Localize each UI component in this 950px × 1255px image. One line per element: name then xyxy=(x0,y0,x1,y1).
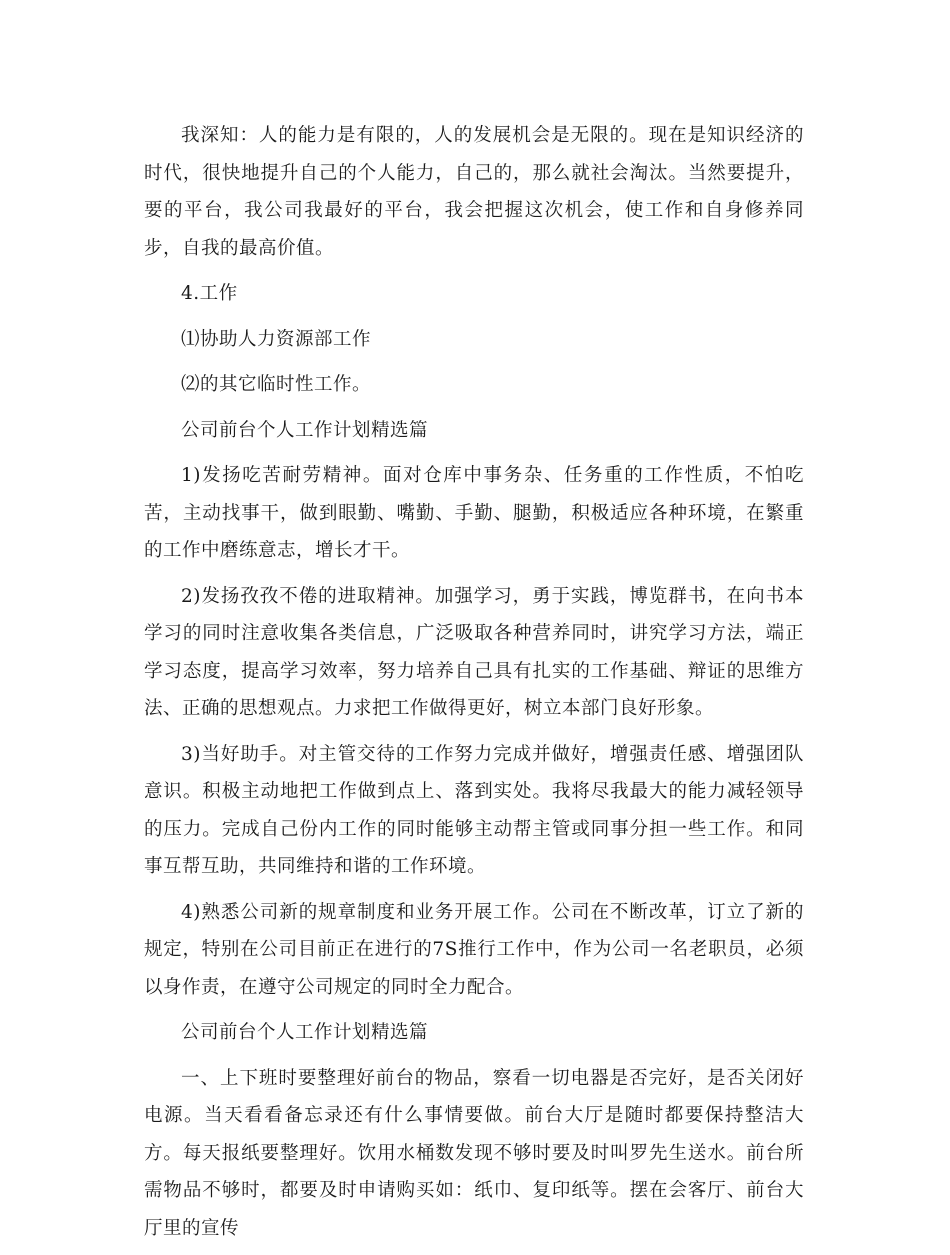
paragraph-regulations: 4)熟悉公司新的规章制度和业务开展工作。公司在不断改革，订立了新的规定，特别在公司目前正在进行的7S推行工作中，作为公司一名老职员，必须以身作责，在遵守公司规定的同时全力配合。 xyxy=(144,901,804,998)
paragraph-self-improvement: 我深知：人的能力是有限的，人的发展机会是无限的。现在是知识经济的时代，很快地提升自己的个人能力，自己的，那么就社会淘汰。当然要提升，要的平台，我公司我最好的平台，我会把握这次机会，使工作和自身修养同步，自我的最高价值。 xyxy=(144,125,804,259)
paragraph-learning: 2)发扬孜孜不倦的进取精神。加强学习，勇于实践，博览群书，在向书本学习的同时注意收集各类信息，广泛吸取各种营养同时，讲究学习方法，端正学习态度，提高学习效率，努力培养自己具有扎实的工作基础、辩证的思维方法、正确的思想观点。力求把工作做得更好，树立本部门良好形象。 xyxy=(144,585,804,719)
paragraph-assistant: 3)当好助手。对主管交待的工作努力完成并做好，增强责任感、增强团队意识。积极主动地把工作做到点上、落到实处。我将尽我最大的能力减轻领导的压力。完成自己份内工作的同时能够主动帮主管或同事分担一些工作。和同事互帮互助，共同维持和谐的工作环境。 xyxy=(144,743,804,877)
list-item-hr-assist: ⑴协助人力资源部工作 xyxy=(181,328,372,350)
section-heading-work: 4.工作 xyxy=(181,283,238,304)
list-item-temporary-work: ⑵的其它临时性工作。 xyxy=(181,374,372,395)
paragraph-front-desk-duties: 一、上下班时要整理好前台的物品，察看一切电器是否完好，是否关闭好电源。当天看看备忘录还有什么事情要做。前台大厅是随时都要保持整洁大方。每天报纸要整理好。饮用水桶数发现不够时要及时叫罗先生送水。前台所需物品不够时，都要及时申请购买如：纸巾、复印纸等。摆在会客厅、前台大厅里的宣传 xyxy=(144,1067,804,1239)
section-title-plan-1: 公司前台个人工作计划精选篇 xyxy=(181,419,429,441)
section-title-plan-2: 公司前台个人工作计划精选篇 xyxy=(181,1022,429,1043)
document-body xyxy=(144,117,804,1255)
paragraph-hardworking: 1)发扬吃苦耐劳精神。面对仓库中事务杂、任务重的工作性质，不怕吃苦，主动找事干，做到眼勤、嘴勤、手勤、腿勤，积极适应各种环境，在繁重的工作中磨练意志，增长才干。 xyxy=(144,465,804,561)
